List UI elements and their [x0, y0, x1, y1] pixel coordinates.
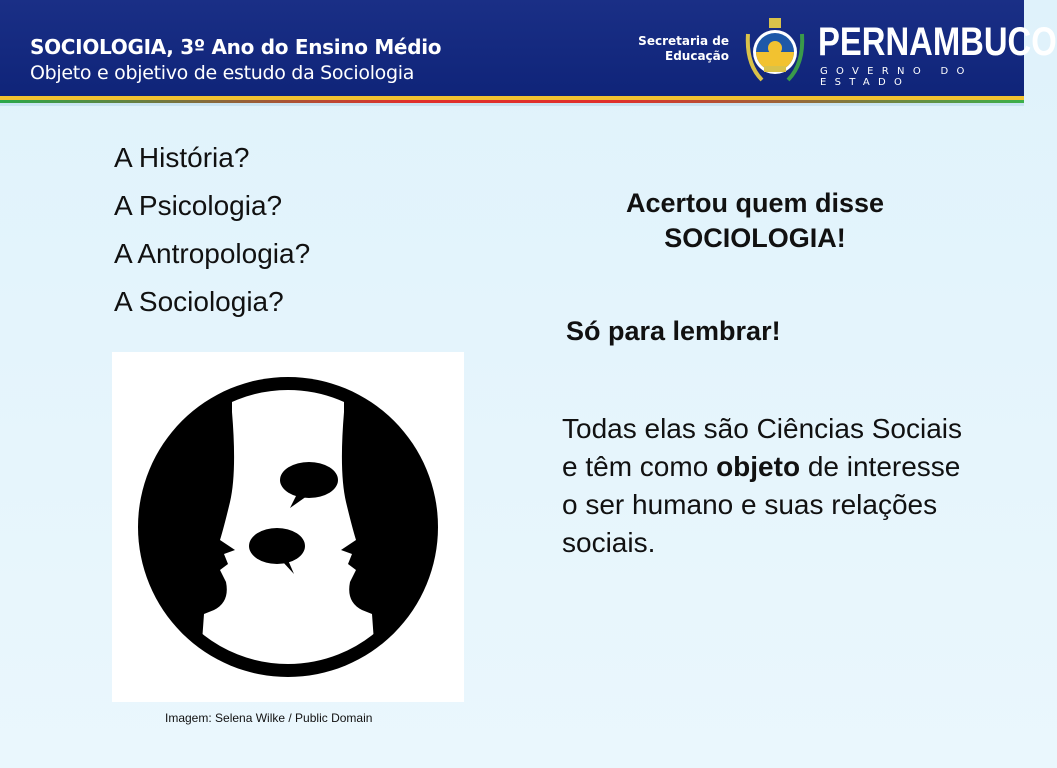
paragraph-bold-term: objeto [716, 451, 801, 482]
question-item: A Psicologia? [114, 190, 283, 221]
secretaria-label [638, 34, 729, 64]
image-credit-caption: Imagem: Selena Wilke / Public Domain [165, 711, 373, 725]
question-item: A Sociologia? [114, 286, 284, 317]
explanation-paragraph [562, 410, 962, 562]
two-faces-speech-bubbles-icon [112, 352, 464, 702]
answer-line2: SOCIOLOGIA! [664, 223, 846, 253]
pernambuco-coat-of-arms-icon [742, 14, 808, 86]
header-stripe-light [0, 103, 1024, 106]
paragraph-text-before: Todas elas são Ciências Sociais e têm como [562, 413, 962, 482]
header-bar [0, 0, 1057, 96]
secretaria-line2: Educação [665, 49, 729, 63]
reminder-heading: Só para lembrar! [566, 316, 781, 346]
state-name-logo: PERNAMBUCO [818, 20, 1057, 64]
faces-illustration [112, 352, 464, 702]
paragraph-text-after: de interesse o ser humano e suas relações sociais. [562, 451, 961, 558]
governo-do-estado-label: GOVERNO DO ESTADO [820, 66, 973, 88]
answer-heading [580, 186, 930, 256]
question-item: A Antropologia? [114, 238, 311, 269]
question-item: A História? [114, 142, 250, 173]
slide-course-title: SOCIOLOGIA, 3º Ano do Ensino Médio [30, 35, 442, 59]
slide-topic-subtitle: Objeto e objetivo de estudo da Sociologia [30, 62, 415, 84]
secretaria-line1: Secretaria de [638, 34, 729, 48]
discipline-question-list [114, 134, 310, 326]
answer-line1: Acertou quem disse [625, 188, 885, 218]
